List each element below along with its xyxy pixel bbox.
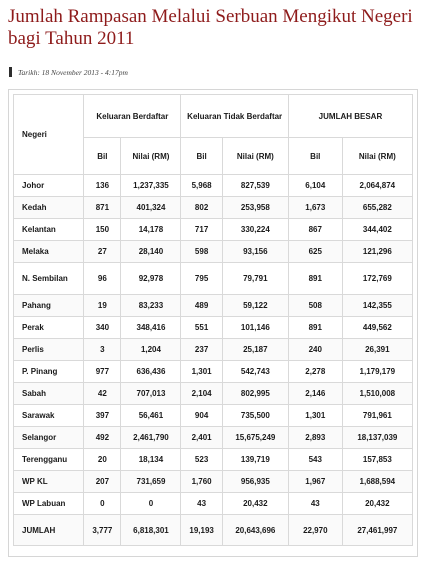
table-row [14, 295, 413, 317]
cell-value: 0 [84, 493, 121, 515]
table-row [14, 493, 413, 515]
cell-value: 121,296 [342, 241, 412, 263]
cell-value: 735,500 [222, 405, 288, 427]
cell-value: 15,675,249 [222, 427, 288, 449]
cell-negeri: WP KL [14, 471, 84, 493]
cell-negeri: Melaka [14, 241, 84, 263]
cell-value: 1,967 [288, 471, 342, 493]
cell-value: 1,179,179 [342, 361, 412, 383]
cell-value: 25,187 [222, 339, 288, 361]
cell-negeri: P. Pinang [14, 361, 84, 383]
cell-negeri: JUMLAH [14, 515, 84, 546]
table-row [14, 175, 413, 197]
table-row [14, 219, 413, 241]
header-nilai: Nilai (RM) [222, 138, 288, 175]
cell-value: 2,893 [288, 427, 342, 449]
cell-value: 871 [84, 197, 121, 219]
cell-value: 492 [84, 427, 121, 449]
cell-value: 655,282 [342, 197, 412, 219]
cell-value: 891 [288, 317, 342, 339]
cell-value: 20 [84, 449, 121, 471]
cell-value: 5,968 [181, 175, 222, 197]
cell-value: 2,278 [288, 361, 342, 383]
cell-negeri: Perlis [14, 339, 84, 361]
cell-value: 956,935 [222, 471, 288, 493]
cell-value: 20,643,696 [222, 515, 288, 546]
cell-value: 59,122 [222, 295, 288, 317]
header-bil: Bil [84, 138, 121, 175]
cell-value: 731,659 [121, 471, 181, 493]
header-jumlah-besar: JUMLAH BESAR [288, 95, 412, 138]
cell-value: 207 [84, 471, 121, 493]
cell-value: 598 [181, 241, 222, 263]
cell-value: 2,461,790 [121, 427, 181, 449]
cell-value: 22,970 [288, 515, 342, 546]
header-negeri: Negeri [14, 95, 84, 175]
table-row [14, 449, 413, 471]
cell-value: 1,673 [288, 197, 342, 219]
cell-value: 891 [288, 263, 342, 295]
cell-value: 6,818,301 [121, 515, 181, 546]
dateline-marker [9, 67, 12, 77]
cell-value: 508 [288, 295, 342, 317]
cell-value: 56,461 [121, 405, 181, 427]
cell-value: 717 [181, 219, 222, 241]
cell-value: 1,510,008 [342, 383, 412, 405]
cell-value: 867 [288, 219, 342, 241]
cell-value: 340 [84, 317, 121, 339]
cell-value: 18,137,039 [342, 427, 412, 449]
cell-value: 96 [84, 263, 121, 295]
cell-value: 42 [84, 383, 121, 405]
cell-value: 489 [181, 295, 222, 317]
header-bil: Bil [181, 138, 222, 175]
table-row [14, 263, 413, 295]
cell-value: 43 [181, 493, 222, 515]
cell-value: 19,193 [181, 515, 222, 546]
cell-value: 397 [84, 405, 121, 427]
cell-value: 3 [84, 339, 121, 361]
cell-negeri: Pahang [14, 295, 84, 317]
header-keluaran-tidak-berdaftar: Keluaran Tidak Berdaftar [181, 95, 288, 138]
cell-value: 79,791 [222, 263, 288, 295]
header-bil: Bil [288, 138, 342, 175]
cell-value: 344,402 [342, 219, 412, 241]
cell-value: 1,760 [181, 471, 222, 493]
cell-value: 904 [181, 405, 222, 427]
header-row-groups [14, 95, 413, 138]
cell-value: 401,324 [121, 197, 181, 219]
cell-value: 14,178 [121, 219, 181, 241]
total-row [14, 515, 413, 546]
cell-value: 237 [181, 339, 222, 361]
cell-value: 542,743 [222, 361, 288, 383]
cell-value: 827,539 [222, 175, 288, 197]
cell-value: 43 [288, 493, 342, 515]
cell-value: 1,301 [288, 405, 342, 427]
cell-value: 26,391 [342, 339, 412, 361]
cell-value: 802,995 [222, 383, 288, 405]
table-row [14, 317, 413, 339]
cell-value: 2,064,874 [342, 175, 412, 197]
cell-negeri: Sabah [14, 383, 84, 405]
cell-negeri: N. Sembilan [14, 263, 84, 295]
cell-negeri: Kedah [14, 197, 84, 219]
table-row [14, 405, 413, 427]
cell-value: 6,104 [288, 175, 342, 197]
cell-negeri: Perak [14, 317, 84, 339]
header-nilai: Nilai (RM) [342, 138, 412, 175]
table-row [14, 361, 413, 383]
cell-value: 2,146 [288, 383, 342, 405]
cell-value: 330,224 [222, 219, 288, 241]
cell-value: 28,140 [121, 241, 181, 263]
cell-negeri: Sarawak [14, 405, 84, 427]
cell-value: 93,156 [222, 241, 288, 263]
cell-value: 1,301 [181, 361, 222, 383]
cell-value: 136 [84, 175, 121, 197]
cell-value: 348,416 [121, 317, 181, 339]
cell-negeri: WP Labuan [14, 493, 84, 515]
table-row [14, 383, 413, 405]
cell-value: 551 [181, 317, 222, 339]
cell-value: 27,461,997 [342, 515, 412, 546]
cell-value: 19 [84, 295, 121, 317]
cell-value: 977 [84, 361, 121, 383]
cell-negeri: Terengganu [14, 449, 84, 471]
cell-negeri: Kelantan [14, 219, 84, 241]
table-row [14, 471, 413, 493]
cell-value: 636,436 [121, 361, 181, 383]
table-container [8, 89, 418, 557]
cell-value: 101,146 [222, 317, 288, 339]
cell-value: 172,769 [342, 263, 412, 295]
cell-value: 449,562 [342, 317, 412, 339]
cell-value: 707,013 [121, 383, 181, 405]
header-keluaran-berdaftar: Keluaran Berdaftar [84, 95, 181, 138]
cell-value: 2,104 [181, 383, 222, 405]
cell-value: 3,777 [84, 515, 121, 546]
cell-value: 0 [121, 493, 181, 515]
cell-value: 20,432 [342, 493, 412, 515]
header-nilai: Nilai (RM) [121, 138, 181, 175]
cell-value: 543 [288, 449, 342, 471]
cell-value: 795 [181, 263, 222, 295]
data-table [13, 94, 413, 546]
cell-value: 18,134 [121, 449, 181, 471]
cell-value: 157,853 [342, 449, 412, 471]
cell-value: 523 [181, 449, 222, 471]
cell-value: 2,401 [181, 427, 222, 449]
cell-value: 802 [181, 197, 222, 219]
cell-value: 1,688,594 [342, 471, 412, 493]
table-row [14, 197, 413, 219]
dateline [9, 67, 128, 77]
cell-value: 240 [288, 339, 342, 361]
cell-value: 27 [84, 241, 121, 263]
cell-value: 150 [84, 219, 121, 241]
cell-negeri: Johor [14, 175, 84, 197]
cell-value: 791,961 [342, 405, 412, 427]
cell-value: 1,237,335 [121, 175, 181, 197]
cell-value: 253,958 [222, 197, 288, 219]
cell-negeri: Selangor [14, 427, 84, 449]
cell-value: 1,204 [121, 339, 181, 361]
page-title: Jumlah Rampasan Melalui Serbuan Mengikut Negeri bagi Tahun 2011 [8, 6, 413, 49]
table-row [14, 339, 413, 361]
cell-value: 20,432 [222, 493, 288, 515]
table-row [14, 241, 413, 263]
dateline-text: Tarikh: 18 November 2013 - 4:17pm [18, 67, 128, 77]
cell-value: 83,233 [121, 295, 181, 317]
cell-value: 139,719 [222, 449, 288, 471]
table-row [14, 427, 413, 449]
cell-value: 92,978 [121, 263, 181, 295]
cell-value: 142,355 [342, 295, 412, 317]
cell-value: 625 [288, 241, 342, 263]
